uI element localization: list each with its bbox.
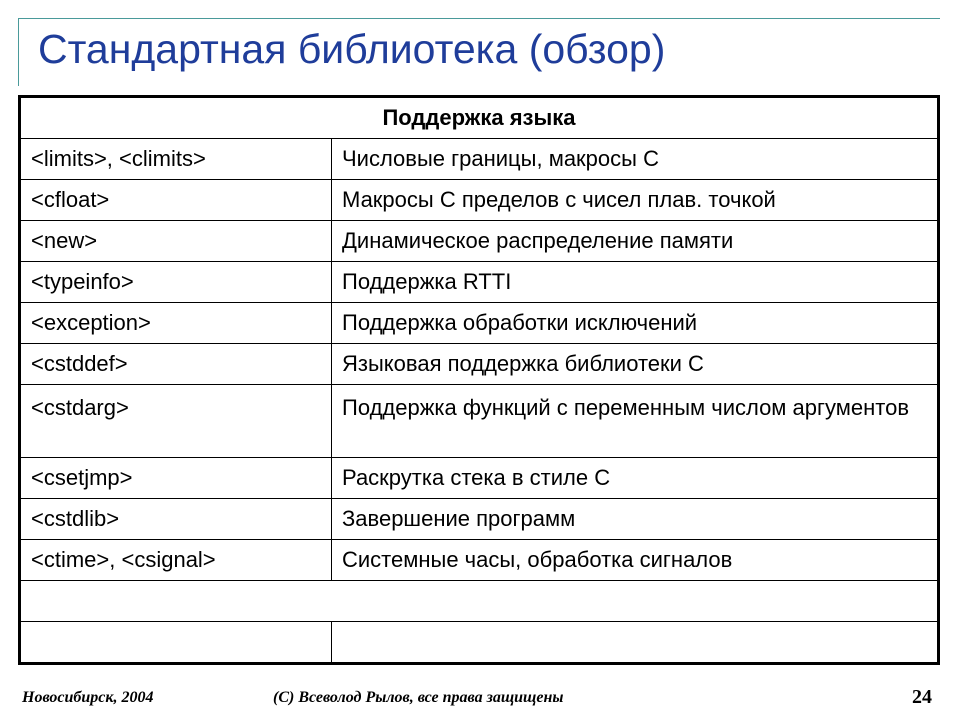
table-row (20, 385, 939, 458)
table-row (20, 540, 939, 581)
header-cell: <limits>, <climits> (20, 139, 332, 180)
table-row (20, 180, 939, 221)
header-cell: <csetjmp> (20, 458, 332, 499)
footer-copyright: (С) Всеволод Рылов, все права защищены (273, 689, 564, 706)
description-cell: Языковая поддержка библиотеки C (332, 344, 939, 385)
title-rule-top (18, 18, 940, 19)
description-cell: Раскрутка стека в стиле C (332, 458, 939, 499)
table-row (20, 221, 939, 262)
slide-title: Стандартная библиотека (обзор) (38, 26, 666, 72)
empty-cell (20, 622, 332, 664)
header-cell: <cfloat> (20, 180, 332, 221)
description-cell: Поддержка обработки исключений (332, 303, 939, 344)
description-cell: Макросы C пределов с чисел плав. точкой (332, 180, 939, 221)
table-row (20, 344, 939, 385)
description-cell: Динамическое распределение памяти (332, 221, 939, 262)
empty-cell (332, 622, 939, 664)
table-header: Поддержка языка (20, 97, 939, 139)
description-cell: Поддержка RTTI (332, 262, 939, 303)
description-cell: Поддержка функций с переменным числом аргументов (332, 385, 939, 458)
description-cell: Системные часы, обработка сигналов (332, 540, 939, 581)
header-cell: <cstddef> (20, 344, 332, 385)
library-table (18, 95, 940, 665)
table-row (20, 262, 939, 303)
header-cell: <cstdlib> (20, 499, 332, 540)
header-cell: <cstdarg> (20, 385, 332, 458)
empty-row (20, 581, 939, 622)
description-cell: Завершение программ (332, 499, 939, 540)
table-row (20, 139, 939, 180)
header-cell: <typeinfo> (20, 262, 332, 303)
empty-row (20, 622, 939, 664)
title-rule-left (18, 18, 19, 86)
header-cell: <ctime>, <csignal> (20, 540, 332, 581)
description-cell: Числовые границы, макросы C (332, 139, 939, 180)
table-header-row (20, 97, 939, 139)
table-row (20, 499, 939, 540)
table-row (20, 303, 939, 344)
page-number: 24 (912, 686, 932, 708)
footer-location: Новосибирск, 2004 (22, 689, 154, 706)
header-cell: <new> (20, 221, 332, 262)
empty-merged-cell (20, 581, 939, 622)
table-row (20, 458, 939, 499)
header-cell: <exception> (20, 303, 332, 344)
